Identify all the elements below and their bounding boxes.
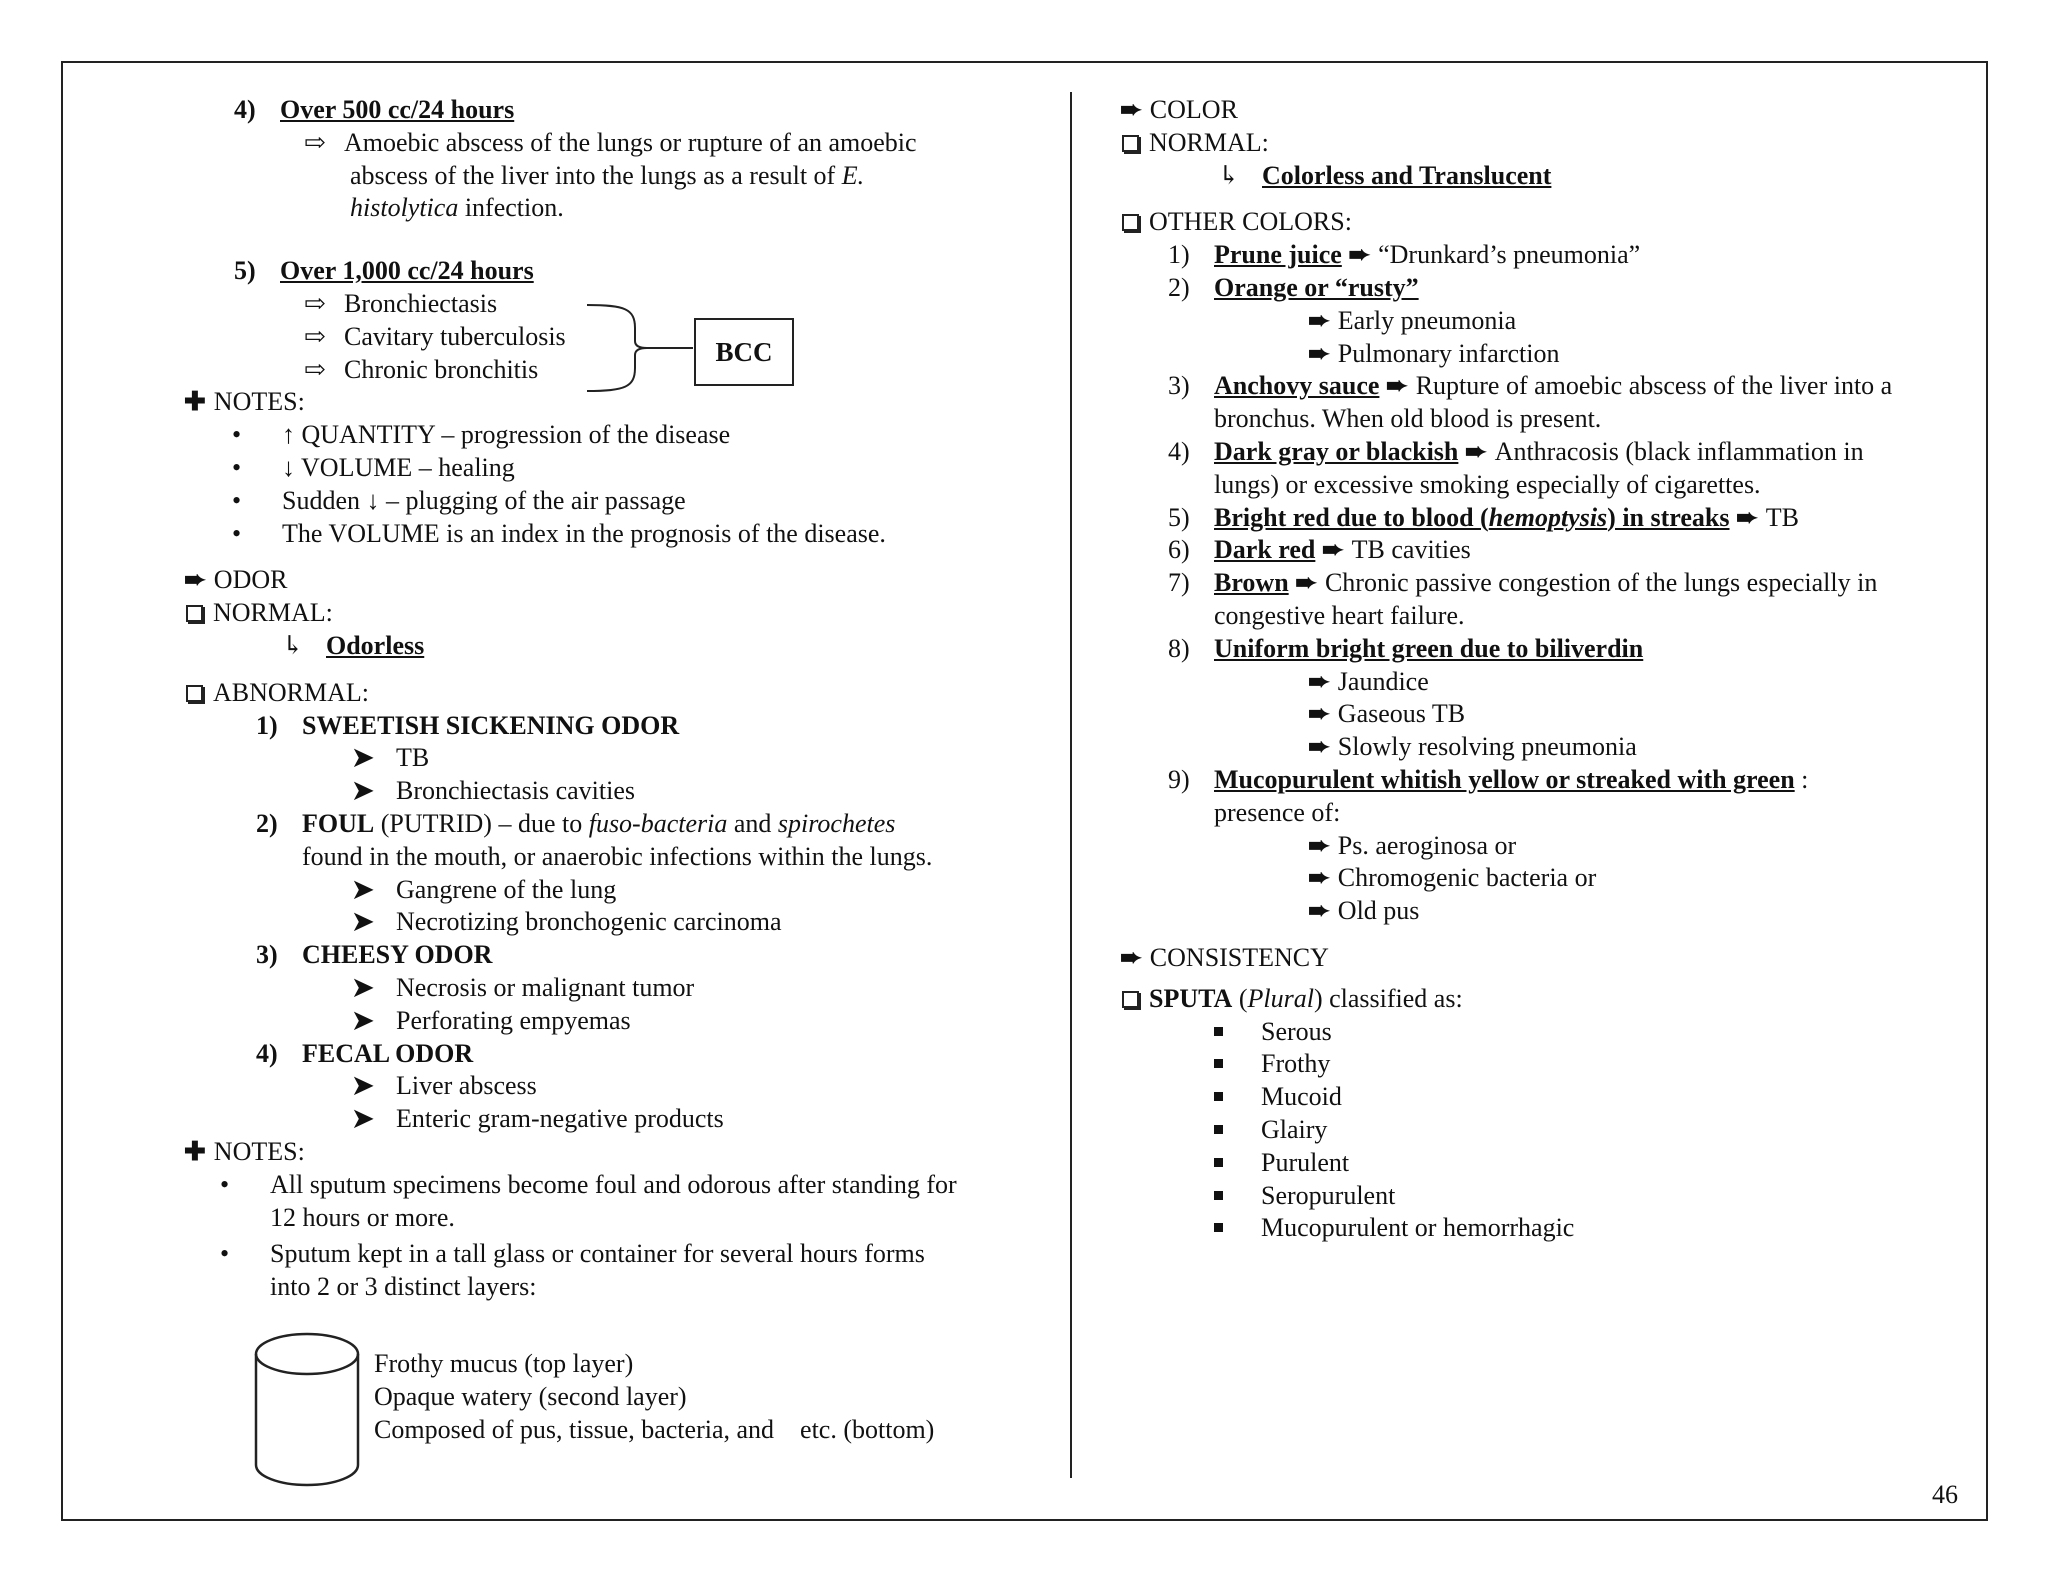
list-item: Serous xyxy=(1122,1016,1982,1049)
bullet-icon: • xyxy=(232,420,242,450)
list-item: ➤ Gangrene of the lung xyxy=(186,874,1046,907)
list-item: ➨ Pulmonary infarction xyxy=(1122,338,1982,371)
bullet-icon: • xyxy=(232,452,242,482)
color-item: 9) Mucopurulent whitish yellow or streaked with green : xyxy=(1168,764,1809,794)
checkbox-icon xyxy=(186,685,203,702)
list-item: ➨ Slowly resolving pneumonia xyxy=(1122,731,1982,764)
cross-icon: ✚ xyxy=(184,1136,206,1166)
bullet-icon: • xyxy=(220,1239,230,1269)
list-item: ➤ Necrotizing bronchogenic carcinoma xyxy=(186,906,1046,939)
section-heading-consistency: ➨ CONSISTENCY xyxy=(1120,942,1982,975)
arrow-right-icon: ➨ xyxy=(1321,535,1344,565)
checkbox-icon xyxy=(1122,135,1139,152)
arrow-right-icon: ➨ xyxy=(1308,896,1330,926)
list-item: ➤ Bronchiectasis cavities xyxy=(186,775,1046,808)
chevron-icon: ➤ xyxy=(352,907,374,937)
odor-type: 3) CHEESY ODOR xyxy=(256,940,493,970)
cross-icon: ✚ xyxy=(184,387,206,417)
list-item: ➨ Gaseous TB xyxy=(1122,698,1982,731)
notes-heading: ✚ NOTES: xyxy=(184,386,1046,419)
color-item: 1) Prune juice ➨ “Drunkard’s pneumonia” xyxy=(1122,239,1982,272)
square-bullet-icon xyxy=(1214,1223,1223,1232)
arrow-right-icon: ➨ xyxy=(1308,305,1330,335)
color-item: 4) Dark gray or blackish ➨ Anthracosis (black inflammation in xyxy=(1122,436,1982,469)
list-item: Purulent xyxy=(1122,1147,1982,1180)
arrow-right-icon: ➨ xyxy=(1385,371,1408,401)
square-bullet-icon xyxy=(1214,1158,1223,1167)
chevron-icon: ➤ xyxy=(352,874,374,904)
checkbox-icon xyxy=(1122,214,1139,231)
arrow-right-icon: ➨ xyxy=(1295,568,1317,598)
arrow-right-icon: ➨ xyxy=(1308,863,1330,893)
chevron-icon: ➤ xyxy=(352,1071,374,1101)
left-column: 4) Over 500 cc/24 hours ⇨ Amoebic abscess of the lungs or rupture of an amoebic abscess of the liver into the lungs as a result of E. histolytica infection. 5) Over 1,000 cc/24 hours ⇨ Bronchiectasis ⇨ Cavitary tuberculosis ⇨ Chronic bronchitis ✚ NOTES: • ↑ QUANTITY – progression of the disease • ↓ VOLUME – healing • Sudden ↓ – plugging of the air passage • The VOLUME is an index in the prognosis of the disease. ➨ ODOR NORMAL: ↳ Odorless ABNORMAL: 1) SWEETISH SICKENING ODOR ➤ TB ➤ Bronchiectasis cavities 2) FOUL (PUTRID) – due to fuso-bacteria and spirochetes found in the mouth, or anaerobic infections within the lungs. ➤ Gangrene of the lung ➤ Necrotizing bronchogenic carcinoma 3) CHEESY ODOR ➤ Necrosis or malignant tumor ➤ Perforating empyemas 4) FECAL ODOR ➤ Liver abscess ➤ Enteric gram-negative products ✚ NOTES: • All sputum specimens become foul and odorous after standing for 12 hours or more. • Sputum kept in a tall glass or container for several hours forms into 2 or 3 distinct layers: xyxy=(186,94,1046,1304)
list-item: Frothy xyxy=(1122,1048,1982,1081)
layer-top: Frothy mucus (top layer) xyxy=(374,1349,634,1378)
chevron-icon: ➤ xyxy=(352,743,374,773)
page-number: 46 xyxy=(1932,1480,1958,1509)
arrow-right-icon: ➨ xyxy=(1308,338,1330,368)
list-item: ➤ Enteric gram-negative products xyxy=(186,1103,1046,1136)
section-heading-color: ➨ COLOR xyxy=(1120,94,1982,127)
return-arrow-icon: ↳ xyxy=(282,630,304,660)
arrow-right-icon: ➨ xyxy=(1120,95,1142,124)
list-item: ➤ Liver abscess xyxy=(186,1070,1046,1103)
list-item: Mucoid xyxy=(1122,1081,1982,1114)
square-bullet-icon xyxy=(1214,1092,1223,1101)
list-item: ➤ TB xyxy=(186,742,1046,775)
column-divider xyxy=(1070,92,1072,1478)
hollow-arrow-icon: ⇨ xyxy=(304,354,326,384)
hollow-arrow-icon: ⇨ xyxy=(304,127,326,157)
arrow-right-icon: ➨ xyxy=(1308,732,1330,762)
list-item: • The VOLUME is an index in the prognosis of the disease. xyxy=(186,518,1046,551)
list-item: • ↓ VOLUME – healing xyxy=(186,452,1046,485)
odor-type: 2) FOUL (PUTRID) – due to fuso-bacteria and spirochetes xyxy=(256,808,896,838)
arrow-right-icon: ➨ xyxy=(1120,942,1142,972)
checkbox-icon xyxy=(186,605,203,622)
list-item: • Sputum kept in a tall glass or container for several hours forms xyxy=(186,1238,1046,1271)
bullet-icon: • xyxy=(220,1169,230,1199)
list-item: ⇨ Cavitary tuberculosis xyxy=(186,321,1046,354)
square-bullet-icon xyxy=(1214,1027,1223,1036)
list-item: ➨ Chromogenic bacteria or xyxy=(1122,862,1982,895)
list-item: • Sudden ↓ – plugging of the air passage xyxy=(186,485,1046,518)
layer-bottom: Composed of pus, tissue, bacteria, and etc. (bottom) xyxy=(374,1414,935,1444)
list-item: ➨ Jaundice xyxy=(1122,666,1982,699)
quantity-title: Over 500 cc/24 hours xyxy=(280,95,515,124)
bcc-label-box: BCC xyxy=(694,318,794,386)
right-column: ➨ COLOR NORMAL: ↳ Colorless and Translucent OTHER COLORS: 1) Prune juice ➨ “Drunkard’s pneumonia” 2) Orange or “rusty” ➨ Early pneumonia ➨ Pulmonary infarction 3) Anchovy sauce ➨ Rupture of amoebic abscess of the liver into a bronchus. When old blood is present. 4) Dark gray or blackish ➨ Anthracosis (black inflammation in lungs) or excessive smoking especially of cigarettes. 5) Bright red due to blood (hemoptysis) in streaks ➨ TB 6) Dark red ➨ TB cavities 7) Brown ➨ Chronic passive congestion of the lungs especially in congestive heart failure. 8) Uniform bright green due to biliverdin ➨ Jaundice ➨ Gaseous TB ➨ Slowly resolving pneumonia 9) Mucopurulent whitish yellow or streaked with green : presence of: ➨ Ps. aeroginosa or ➨ Chromogenic bacteria or ➨ Old pus ➨ CONSISTENCY SPUTA (Plural) classified as: Serous Frothy Mucoid Glairy Purulent Seropurulent Mucopurulent or hemorrhagic xyxy=(1122,94,1982,1245)
arrow-right-icon: ➨ xyxy=(184,565,206,595)
quantity-over-500: 4) Over 500 cc/24 hours xyxy=(234,95,515,124)
arrow-right-icon: ➨ xyxy=(1348,240,1371,270)
section-heading-odor: ➨ ODOR xyxy=(184,564,1046,597)
square-bullet-icon xyxy=(1214,1059,1223,1068)
quantity-over-1000: 5) Over 1,000 cc/24 hours xyxy=(234,256,534,286)
arrow-right-icon: ➨ xyxy=(1308,666,1330,696)
layer-labels xyxy=(374,1348,934,1446)
arrow-right-icon: ➨ xyxy=(1308,699,1330,729)
list-item: ⇨ Bronchiectasis xyxy=(186,288,1046,321)
list-item: Mucopurulent or hemorrhagic xyxy=(1122,1212,1982,1245)
bullet-icon: • xyxy=(232,485,242,515)
list-item: ➨ Early pneumonia xyxy=(1122,305,1982,338)
color-item: 3) Anchovy sauce ➨ Rupture of amoebic abscess of the liver into a xyxy=(1122,370,1982,403)
list-item: ➤ Necrosis or malignant tumor xyxy=(186,972,1046,1005)
color-item: 7) Brown ➨ Chronic passive congestion of the lungs especially in xyxy=(1122,567,1982,600)
quantity-title: Over 1,000 cc/24 hours xyxy=(280,256,534,286)
bullet-icon: • xyxy=(232,518,242,548)
list-item: ➨ Ps. aeroginosa or xyxy=(1122,830,1982,863)
list-item: ➨ Old pus xyxy=(1122,895,1982,928)
hollow-arrow-icon: ⇨ xyxy=(304,321,326,351)
chevron-icon: ➤ xyxy=(352,1104,374,1134)
list-item: ⇨ Chronic bronchitis xyxy=(186,354,1046,387)
cylinder-container-icon xyxy=(253,1332,363,1492)
bracket-icon xyxy=(585,303,695,393)
return-arrow-icon: ↳ xyxy=(1218,160,1240,190)
list-item: Glairy xyxy=(1122,1114,1982,1147)
color-item: 6) Dark red ➨ TB cavities xyxy=(1122,534,1982,567)
list-item: • All sputum specimens become foul and odorous after standing for xyxy=(186,1169,1046,1202)
color-item: 2) Orange or “rusty” xyxy=(1168,272,1419,302)
chevron-icon: ➤ xyxy=(352,972,374,1002)
square-bullet-icon xyxy=(1214,1191,1223,1200)
arrow-right-icon: ➨ xyxy=(1735,502,1758,532)
list-item: • ↑ QUANTITY – progression of the disease xyxy=(186,419,1046,452)
checkbox-icon xyxy=(1122,991,1139,1008)
arrow-right-icon: ➨ xyxy=(1308,830,1330,860)
odor-type: 4) FECAL ODOR xyxy=(256,1038,474,1068)
odor-type: 1) SWEETISH SICKENING ODOR xyxy=(256,710,680,740)
arrow-right-icon: ➨ xyxy=(1464,436,1487,466)
square-bullet-icon xyxy=(1214,1125,1223,1134)
layer-second: Opaque watery (second layer) xyxy=(374,1381,687,1411)
notes-heading: ✚ NOTES: xyxy=(184,1136,1046,1169)
chevron-icon: ➤ xyxy=(352,1005,374,1035)
chevron-icon: ➤ xyxy=(352,776,374,806)
list-item: Seropurulent xyxy=(1122,1180,1982,1213)
color-item: 8) Uniform bright green due to biliverdin xyxy=(1168,633,1644,663)
color-item: 5) Bright red due to blood (hemoptysis) in streaks ➨ TB xyxy=(1122,502,1982,535)
hollow-arrow-icon: ⇨ xyxy=(304,288,326,318)
list-item: ➤ Perforating empyemas xyxy=(186,1005,1046,1038)
